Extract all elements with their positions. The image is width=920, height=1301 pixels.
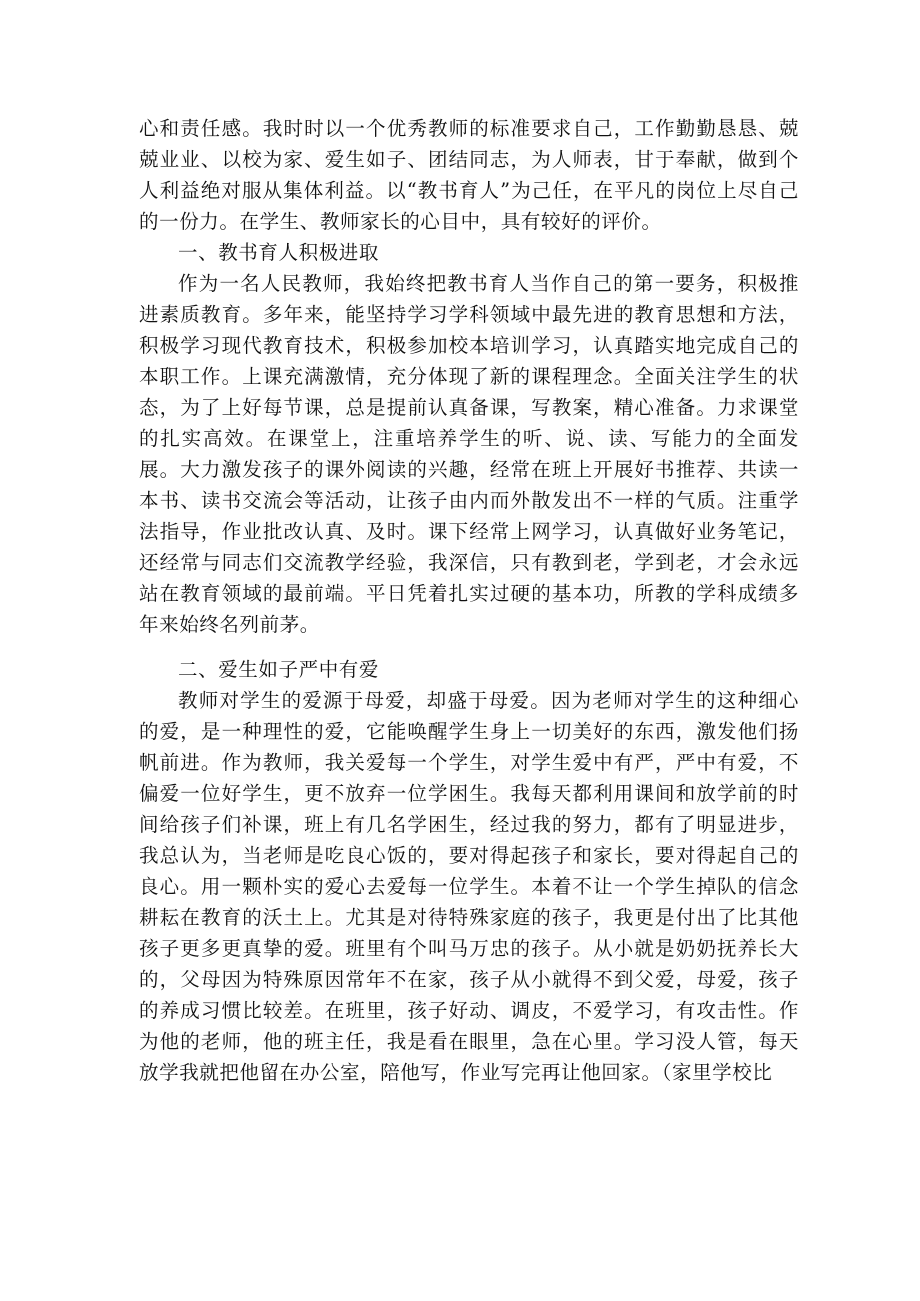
document-body — [139, 113, 799, 1088]
section-heading-1: 一、教书育人积极进取 — [178, 241, 380, 264]
intro-paragraph: 心和责任感。我时时以一个优秀教师的标准要求自己，工作勤勤恳恳、兢兢业业、以校为家、爱生如子、团结同志，为人师表，甘于奉献，做到个人利益绝对服从集体利益。以“教书育人”为己任，在平凡的岗位上尽自己的一份力。在学生、教师家长的心目中，具有较好的评价。 — [139, 117, 799, 233]
section-2-paragraph: 教师对学生的爱源于母爱，却盛于母爱。因为老师对学生的这种细心的爱，是一种理性的爱，它能唤醒学生身上一切美好的东西，激发他们扬帆前进。作为教师，我关爱每一个学生，对学生爱中有严，严中有爱，不偏爱一位好学生，更不放弃一位学困生。我每天都利用课间和放学前的时间给孩子们补课，班上有几名学困生，经过我的努力，都有了明显进步，我总认为，当老师是吃良心饭的，要对得起孩子和家长，要对得起自己的良心。用一颗朴实的爱心去爱每一位学生。本着不让一个学生掉队的信念耕耘在教育的沃土上。尤其是对待特殊家庭的孩子，我更是付出了比其他孩子更多更真挚的爱。班里有个叫马万忠的孩子。从小就是奶奶抚养长大的，父母因为特殊原因常年不在家，孩子从小就得不到父爱，母爱，孩子的养成习惯比较差。在班里，孩子好动、调皮，不爱学习，有攻击性。作为他的老师，他的班主任，我是看在眼里，急在心里。学习没人管，每天放学我就把他留在办公室，陪他写，作业写完再让他回家。（家里学校比 — [139, 689, 799, 1084]
section-1-paragraph: 作为一名人民教师，我始终把教书育人当作自己的第一要务，积极推进素质教育。多年来，能坚持学习学科领域中最先进的教育思想和方法，积极学习现代教育技术，积极参加校本培训学习，认真踏实地完成自己的本职工作。上课充满激情，充分体现了新的课程理念。全面关注学生的状态，为了上好每节课，总是提前认真备课，写教案，精心准备。力求课堂的扎实高效。在课堂上，注重培养学生的听、说、读、写能力的全面发展。大力激发孩子的课外阅读的兴趣，经常在班上开展好书推荐、共读一本书、读书交流会等活动，让孩子由内而外散发出不一样的气质。注重学法指导，作业批改认真、及时。课下经常上网学习，认真做好业务笔记，还经常与同志们交流教学经验，我深信，只有教到老，学到老，才会永远站在教育领域的最前端。平日凭着扎实过硬的基本功，所教的学科成绩多年来始终名列前茅。 — [139, 272, 799, 636]
section-heading-2: 二、爱生如子严中有爱 — [178, 658, 380, 681]
